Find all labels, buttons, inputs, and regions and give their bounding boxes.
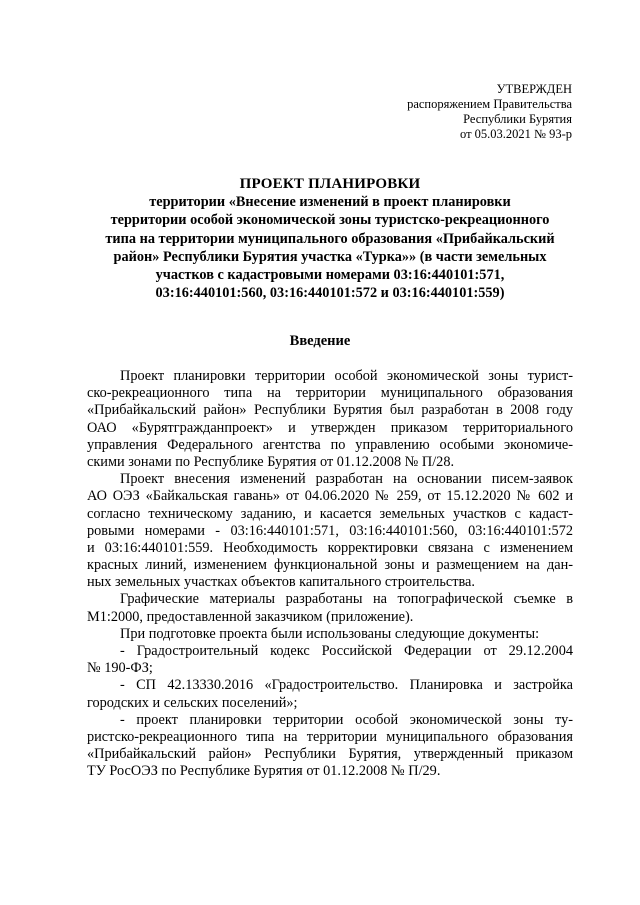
approval-stamp	[407, 82, 572, 142]
approval-line: от 05.03.2021 № 93-р	[459, 127, 572, 141]
document-title	[60, 175, 600, 303]
body-line: ровыми номерами - 03:16:440101:571, 03:16:440101:560, 03:16:440101:572	[87, 522, 573, 539]
title-subtitle	[60, 193, 600, 303]
body-line: ристско-рекреационного типа на территории муниципального образования	[87, 728, 573, 745]
title-sub-line: территории особой экономической зоны туристско-рекреационного	[110, 212, 550, 229]
body-line: Проект планировки территории особой экономической зоны турист-	[120, 368, 573, 384]
body-line: и 03:16:440101:559. Необходимость корректировки связана с изменением	[87, 539, 573, 556]
body-line: - Градостроительный кодекс Российской Федерации от 29.12.2004	[120, 643, 573, 659]
body-line: Проект внесения изменений разработан на основании писем-заявок	[120, 471, 573, 488]
body-line: «Прибайкальский район» Республики Бурятия, утвержденный приказом	[87, 746, 573, 763]
title-sub-line: район» Республики Бурятия участка «Турка»» (в части земельных	[113, 248, 547, 265]
approval-line: Республики Бурятия	[463, 112, 572, 126]
document-body	[87, 368, 573, 781]
body-line: «Прибайкальский район» Республики Бурятия был разработан в 2008 году	[87, 402, 573, 419]
body-line: - проект планировки территории особой экономической зоны ту-	[120, 711, 573, 728]
body-line: М1:2000, предоставленной заказчиком (приложение).	[87, 608, 414, 625]
body-line: При подготовке проекта были использованы следующие документы:	[120, 625, 540, 642]
body-line: ОАО «Бурятгражданпроект» и утвержден приказом территориального	[87, 419, 573, 436]
body-line: ско-рекреационного типа на территории муниципального образования	[87, 385, 573, 402]
title-sub-line: участков с кадастровыми номерами 03:16:440101:571,	[155, 267, 505, 284]
body-line: № 190-ФЗ;	[87, 660, 153, 677]
section-heading: Введение	[289, 333, 351, 349]
title-sub-line: территории «Внесение изменений в проект планировки	[149, 194, 511, 210]
title-sub-line: типа на территории муниципального образования «Прибайкальский	[105, 230, 555, 247]
body-line: согласно техническому заданию, и касается земельных участков с кадаст-	[87, 505, 573, 522]
body-line: управления Федерального агентства по управлению особыми экономиче-	[87, 436, 573, 453]
body-line: Графические материалы разработаны на топографической съемке в	[120, 591, 573, 608]
body-line: красных линий, изменением функциональной зоны и размещением на дан-	[87, 557, 573, 574]
title-main: ПРОЕКТ ПЛАНИРОВКИ	[239, 176, 421, 192]
body-line: городских и сельских поселений»;	[87, 694, 298, 711]
body-line: - СП 42.13330.2016 «Градостроительство. Планировка и застройка	[120, 677, 573, 694]
body-line: скими зонами по Республике Бурятия от 01.12.2008 № П/28.	[87, 453, 455, 470]
approval-line: УТВЕРЖДЕН	[496, 82, 572, 96]
approval-line: распоряжением Правительства	[407, 97, 572, 111]
title-sub-line: 03:16:440101:560, 03:16:440101:572 и 03:16:440101:559)	[155, 285, 505, 302]
body-line: АО ОЭЗ «Байкальская гавань» от 04.06.2020 № 259, от 15.12.2020 № 602 и	[87, 488, 573, 505]
body-line: ных земельных участках объектов капитального строительства.	[87, 574, 475, 591]
body-line: ТУ РосОЭЗ по Республике Бурятия от 01.12.2008 № П/29.	[87, 763, 441, 780]
